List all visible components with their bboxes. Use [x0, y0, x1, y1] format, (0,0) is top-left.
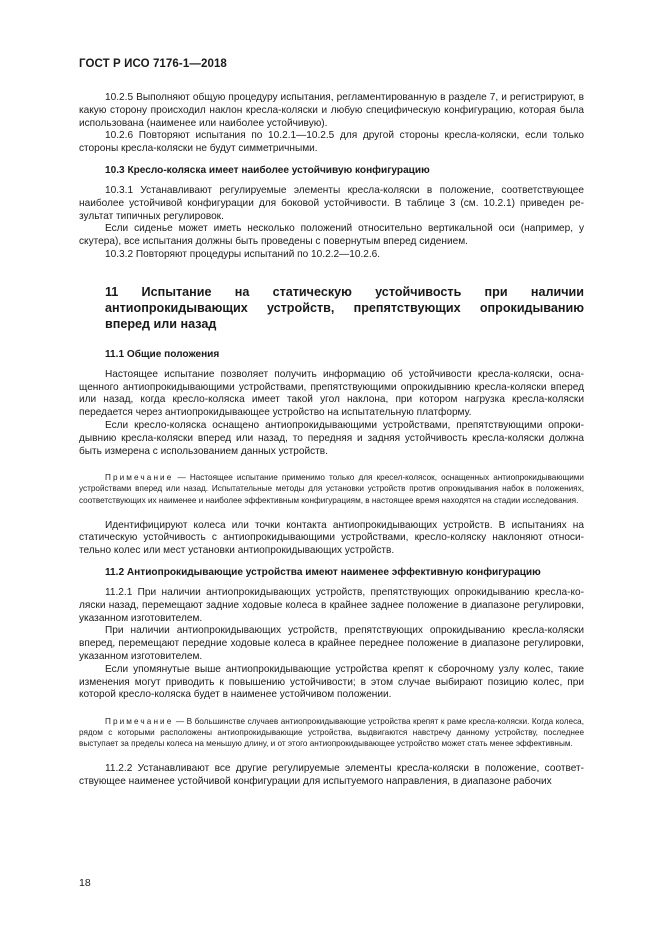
paragraph-11-1-identify: Идентифицируют колеса или точки контакта антиопрокидывающих устройств. В испытаниях на статическую устойчивость с антиопрокидывающими устройствами, кресло-коляску наклоняют относительно колес или мест установки антиопрокидывающих устройств.: [79, 519, 584, 557]
page-body: [79, 92, 584, 789]
paragraph-11-2-1-wheels: Если упомянутые выше антиопрокидывающие устройства крепят к сборочному узлу колес, такие изменения могут приводить к повышению устойчивости; в этом случае выбирают позицию колес, при которой кресло-коляска будет в наименее устойчивом положении.: [79, 663, 584, 701]
note-11-1: [79, 472, 584, 505]
paragraph-11-2-1-forward: При наличии антиопрокидывающих устройств, препятствующих опрокидыванию кресла-коляски вперед, перемещают передние ходовые колеса в крайнее переднее положение в диапазоне регулировки, указанном изготовителем.: [79, 625, 584, 662]
paragraph-10-3-1: 10.3.1 Устанавливают регулируемые элементы кресла-коляски в положение, соответствующее наиболее устойчивой конфигурации для боковой устойчивости. В таблице 3 (см. 10.2.1) приведен результат типичных регулировок.: [79, 184, 584, 222]
paragraph-11-1-equipped: Если кресло-коляска оснащено антиопрокидывающими устройствами, препятствующими опрокидывнию кресла-коляски вперед или назад, то передняя и задняя устойчивость кресла-коляски должна быть измерена с использованием данных устройств.: [79, 419, 584, 457]
note-label: Примечание: [105, 473, 174, 483]
paragraph-10-3-2: 10.3.2 Повторяют процедуры испытаний по 10.2.2—10.2.6.: [105, 248, 381, 260]
paragraph-11-1-intro: Настоящее испытание позволяет получить информацию об устойчивости кресла-коляски, оснащенного антиопрокидывающими устройствами, препятствующими опрокидывнию кресла-коляски вперед или назад, когда кресло-коляска имеет такой угол наклона, при котором нагрузка кресла-коляски передается через антиопрокидывающее устройство на испытательную платформу.: [79, 368, 584, 419]
page-number: 18: [79, 877, 91, 889]
section-heading-11: 11 Испытание на статическую устойчивость при наличии антиопрокидывающих устройств, препятствующих опрокидыванию вперед или назад: [105, 284, 584, 331]
paragraph-10-3-1-continued: Если сиденье может иметь несколько положений относительно вертикальной оси (например, у скутера), все испытания должны быть проведены с повернутым вперед сидением.: [79, 223, 584, 248]
document-header: ГОСТ Р ИСО 7176-1—2018: [79, 58, 227, 70]
note-text: — В большинстве случаев антиопрокидывающие устройства крепят к раме кресла-коляски. Когда колеса, рядом с которыми расположены антиопрокидывающие устройства, выдвигаются навстречу данному устройству, последнее выступает за пределы колеса на меньшую длину, и от этого антиопрокидывающее устройство может стать менее эффективным.: [79, 717, 584, 749]
paragraph-10-2-6: 10.2.6 Повторяют испытания по 10.2.1—10.2.5 для другой стороны кресла-коляски, если только стороны кресла-коляски не будут симметричными.: [79, 130, 584, 155]
paragraph-10-2-5: 10.2.5 Выполняют общую процедуру испытания, регламентированную в разделе 7, и регистрируют, в какую сторону происходил наклон кресла-коляски и любую специфическую конфигурацию, которая была использована (наименее или наиболее устойчивую).: [79, 92, 584, 129]
subsection-heading-11-1: 11.1 Общие положения: [105, 348, 220, 360]
paragraph-11-2-2: 11.2.2 Устанавливают все другие регулируемые элементы кресла-коляски в положение, соответствующее наименее устойчивой конфигурации для испытуемого направления, в диапазоне рабочих: [79, 763, 584, 788]
note-11-2: [79, 716, 584, 749]
note-label: Примечание: [105, 717, 174, 727]
subsection-heading-11-2: 11.2 Антиопрокидывающие устройства имеют наименее эффективную конфигурацию: [105, 567, 541, 579]
subsection-heading-10-3: 10.3 Кресло-коляска имеет наиболее устойчивую конфигурацию: [105, 164, 430, 176]
note-text: — Настоящее испытание применимо только для кресел-колясок, оснащенных антиопрокидывающими устройствами вперед или назад. Испытательные методы для установки устройств против опрокидывания набок в положениях, соответствующих их наименее и наиболее эффективным конфигурациям, в настоящее время находятся на стадии исследования.: [79, 473, 584, 505]
paragraph-11-2-1: 11.2.1 При наличии антиопрокидывающих устройств, препятствующих опрокидыванию кресла-коляски назад, перемещают задние ходовые колеса в крайнее заднее положение в диапазоне регулировки, указанном изготовителем.: [79, 587, 584, 624]
